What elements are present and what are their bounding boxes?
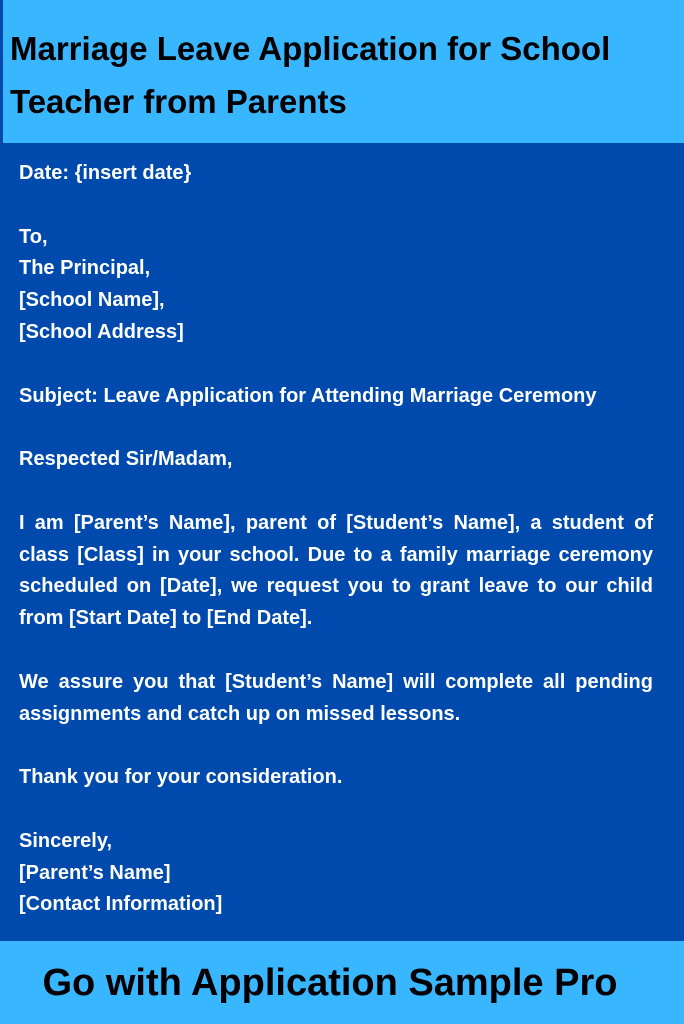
footer-banner: [0, 941, 684, 1024]
letter-signature-name: [Parent’s Name]: [19, 861, 171, 884]
letter-signature-contact: [Contact Information]: [19, 893, 223, 916]
letter-to: To,: [19, 225, 48, 248]
letter-subject: Subject: Leave Application for Attending Marriage Ceremony: [19, 384, 597, 407]
letter-body: [19, 158, 653, 921]
letter-recipient: The Principal,: [19, 257, 151, 280]
letter-school-name: [School Name],: [19, 289, 165, 312]
spacer: [19, 635, 653, 667]
spacer: [19, 476, 653, 508]
letter-paragraph-assurance: We assure you that [Student’s Name] will complete all pending assignments and catch up on missed lessons.: [19, 670, 653, 725]
letter-thanks: Thank you for your consideration.: [19, 766, 343, 789]
letter-date: Date: {insert date}: [19, 162, 192, 184]
letter-salutation: Respected Sir/Madam,: [19, 448, 233, 471]
page-title: Marriage Leave Application for School Teacher from Parents: [10, 30, 611, 120]
spacer: [19, 349, 653, 381]
spacer: [19, 190, 653, 222]
spacer: [19, 794, 653, 826]
letter-paragraph-request: I am [Parent’s Name], parent of [Student’s Name], a student of class [Class] in your school. Due to a family marriage ceremony scheduled on [Date], we request you to grant leave to our child from [Start Date] to [End Date].: [19, 511, 653, 630]
spacer: [19, 412, 653, 444]
footer-tagline: Go with Application Sample Pro: [42, 962, 618, 1004]
letter-closing: Sincerely,: [19, 829, 113, 852]
title-banner: [0, 0, 684, 143]
spacer: [19, 730, 653, 762]
letter-school-address: [School Address]: [19, 320, 184, 343]
